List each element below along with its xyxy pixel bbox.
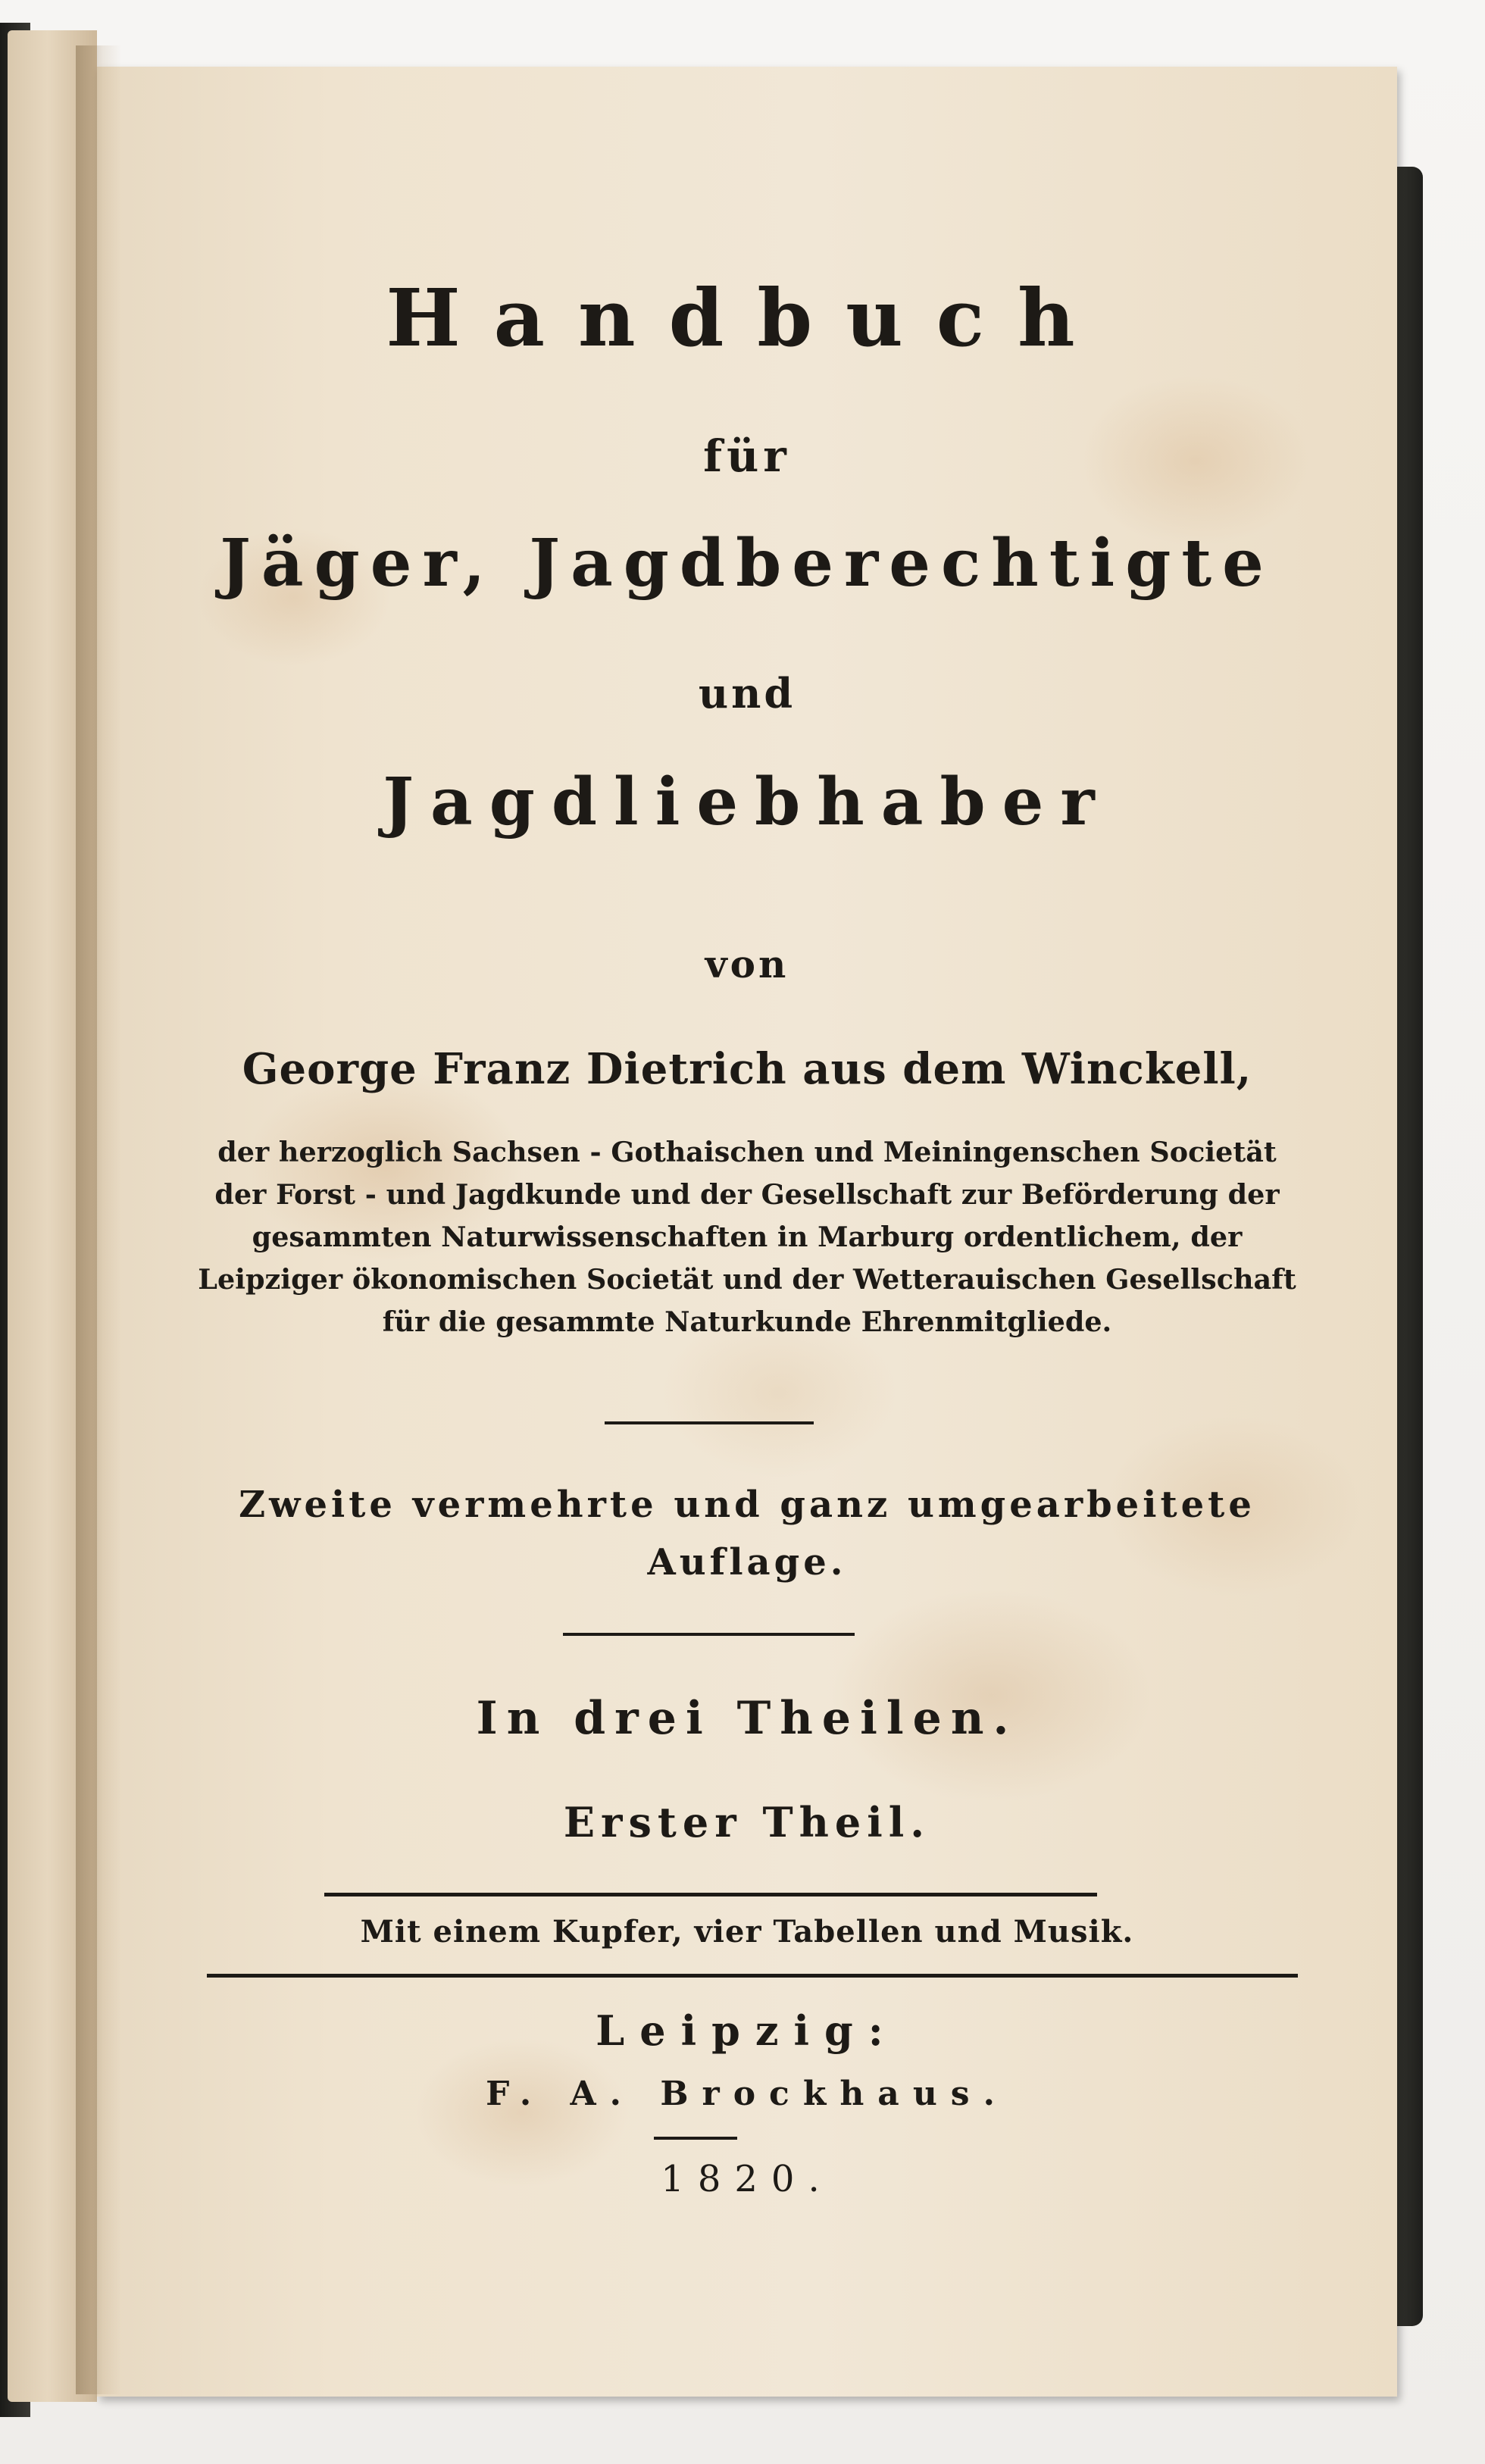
- title-page: [97, 67, 1397, 2397]
- page-gutter-shadow: [76, 45, 121, 2394]
- title-connector-und: und: [698, 669, 796, 718]
- divider-rule: [324, 1893, 1097, 1896]
- title-connector-fuer: für: [703, 430, 791, 482]
- imprint-year: 1820.: [661, 2158, 833, 2200]
- subtitle: Jäger, Jagdberechtigte: [220, 525, 1274, 602]
- imprint-publisher: F. A. Brockhaus.: [486, 2075, 1008, 2113]
- illustrations-note: Mit einem Kupfer, vier Tabellen und Musik.: [360, 1914, 1134, 1950]
- volume-statement: Erster Theil.: [563, 1798, 931, 1846]
- divider-rule: [563, 1633, 855, 1636]
- divider-rule: [605, 1421, 814, 1424]
- byline-von: von: [705, 942, 789, 987]
- author-affiliation: der herzoglich Sachsen - Gothaischen und Meiningenschen Societät der Forst - und Jagdkunde und der Gesellschaft zur Beförderung der gesammten Naturwissenschaften in Marburg ordentlichem, der Leipziger ökonomischen Societät und der Wetterauischen Gesellschaft für die gesammte Naturkunde Ehrenmitgliede.: [198, 1136, 1296, 1338]
- divider-rule: [207, 1974, 1298, 1978]
- main-title: Handbuch: [386, 271, 1108, 364]
- divider-rule: [654, 2137, 737, 2140]
- imprint-place: Leipzig:: [596, 2006, 899, 2055]
- title-end: Jagdliebhaber: [383, 764, 1111, 840]
- edition-statement: Zweite vermehrte und ganz umgearbeitete Auflage.: [239, 1484, 1255, 1584]
- parts-statement: In drei Theilen.: [476, 1692, 1018, 1745]
- author-name: George Franz Dietrich aus dem Winckell,: [242, 1044, 1252, 1094]
